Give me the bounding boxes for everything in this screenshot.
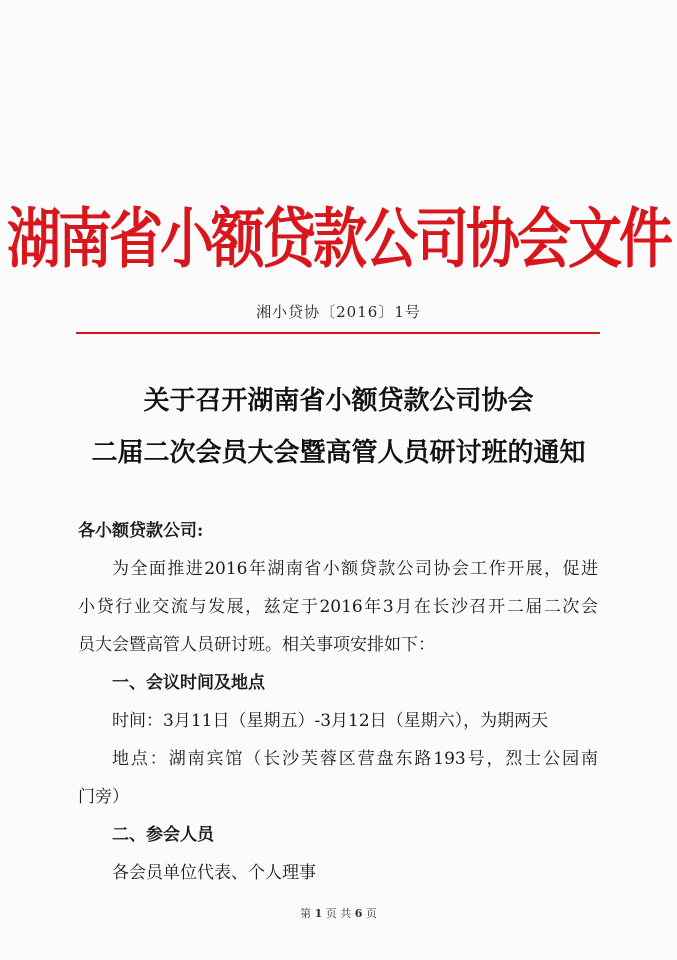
footer-prefix: 第	[300, 907, 312, 920]
page-footer	[0, 905, 677, 921]
document-number: 湘小贷协〔2016〕1号	[256, 303, 421, 321]
meeting-location-line-1: 地点：湖南宾馆（长沙芙蓉区营盘东路193号，烈士公园南	[112, 749, 598, 769]
notice-body	[78, 512, 598, 892]
paragraph-1-line-1: 为全面推进2016年湖南省小额贷款公司协会工作开展，促进	[112, 559, 598, 579]
paragraph-1-line-3: 员大会暨高管人员研讨班。相关事项安排如下：	[78, 635, 435, 655]
attendees: 各会员单位代表、个人理事	[112, 863, 316, 883]
masthead-title: 湖南省小额贷款公司协会文件	[7, 201, 670, 277]
current-page-number: 1	[314, 907, 323, 920]
section-1-heading: 一、会议时间及地点	[112, 673, 265, 693]
total-page-count: 6	[354, 907, 363, 920]
meeting-time: 时间：3月11日（星期五）-3月12日（星期六），为期两天	[112, 711, 549, 731]
footer-suffix: 页	[365, 907, 377, 920]
section-2-heading: 二、参会人员	[112, 825, 214, 845]
notice-title-line-2: 二届二次会员大会暨高管人员研讨班的通知	[91, 438, 586, 468]
salutation: 各小额贷款公司:	[78, 521, 204, 541]
red-divider-line	[76, 332, 600, 334]
notice-title-line-1: 关于召开湖南省小额贷款公司协会	[143, 386, 534, 416]
footer-middle: 页 共	[325, 907, 352, 920]
meeting-location-line-2: 门旁）	[78, 787, 129, 807]
paragraph-1-line-2: 小贷行业交流与发展，兹定于2016年3月在长沙召开二届二次会	[78, 597, 598, 617]
